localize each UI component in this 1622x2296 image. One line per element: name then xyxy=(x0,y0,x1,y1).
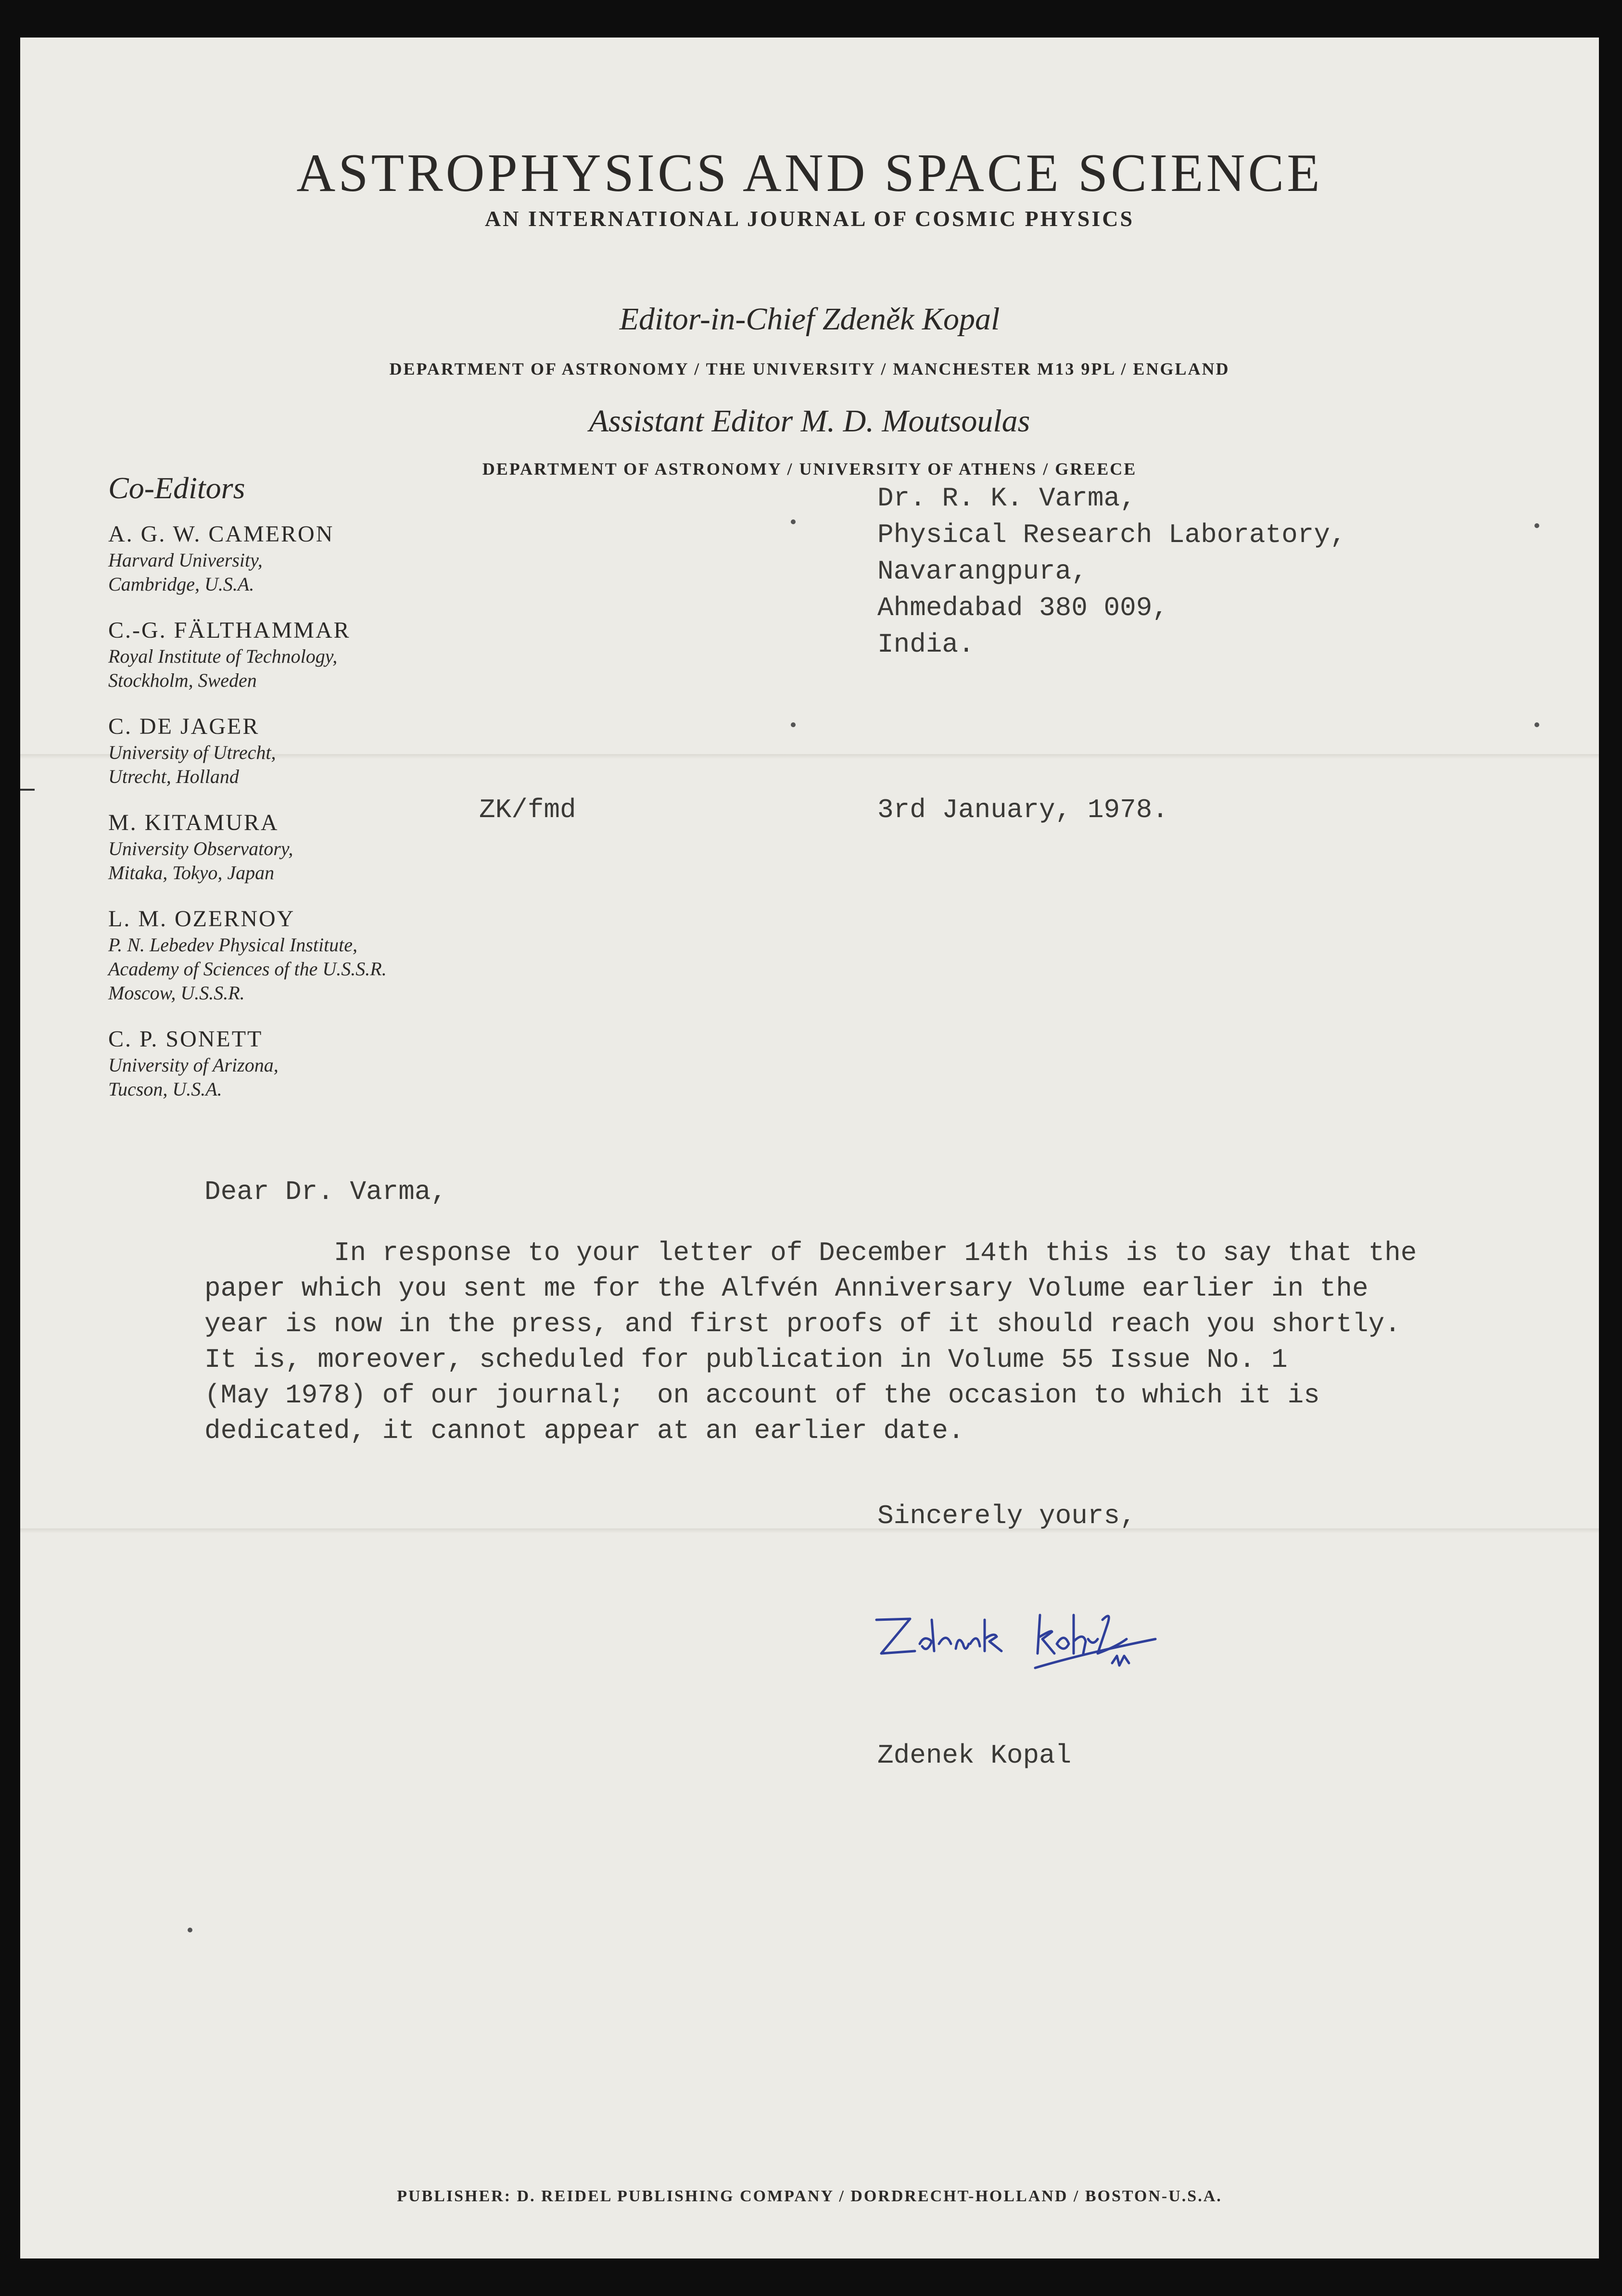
co-editor-name: C. DE JAGER xyxy=(108,714,260,739)
co-editor xyxy=(108,713,276,789)
salutation: Dear Dr. Varma, xyxy=(204,1176,447,1207)
margin-mark xyxy=(20,789,35,791)
handwritten-signature xyxy=(867,1591,1194,1687)
punch-dot xyxy=(1534,523,1539,528)
co-editor-affiliation: University of Utrecht, Utrecht, Holland xyxy=(108,742,276,787)
signatory-name: Zdenek Kopal xyxy=(877,1740,1072,1771)
co-editor-name: C.-G. FÄLTHAMMAR xyxy=(108,618,351,643)
reference-code: ZK/fmd xyxy=(479,795,576,825)
body-line: dedicated, it cannot appear at an earlier date. xyxy=(204,1415,964,1446)
address-line: Ahmedabad 380 009, xyxy=(877,593,1168,623)
editor-department: DEPARTMENT OF ASTRONOMY / THE UNIVERSITY / MANCHESTER M13 9PL / ENGLAND xyxy=(389,359,1230,378)
letter-sheet xyxy=(20,38,1599,2258)
co-editor xyxy=(108,520,334,596)
co-editor xyxy=(108,1025,279,1101)
body-line: It is, moreover, scheduled for publication in Volume 55 Issue No. 1 xyxy=(204,1344,1288,1375)
address-line: Navarangpura, xyxy=(877,556,1088,587)
punch-dot xyxy=(791,519,796,524)
address-line: India. xyxy=(877,629,975,660)
co-editor-name: L. M. OZERNOY xyxy=(108,906,295,932)
co-editor xyxy=(108,809,293,885)
co-editors-heading: Co-Editors xyxy=(108,471,245,505)
body-line: year is now in the press, and first proofs of it should reach you shortly. xyxy=(204,1309,1401,1339)
fold-line xyxy=(20,1528,1599,1533)
punch-dot xyxy=(791,722,796,727)
assistant-department: DEPARTMENT OF ASTRONOMY / UNIVERSITY OF ATHENS / GREECE xyxy=(482,459,1137,479)
editor-in-chief: Editor-in-Chief Zdeněk Kopal xyxy=(619,302,1000,337)
co-editor-affiliation: University of Arizona, Tucson, U.S.A. xyxy=(108,1054,279,1100)
recipient-address xyxy=(877,480,1346,663)
co-editor-affiliation: P. N. Lebedev Physical Institute, Academy of Sciences of the U.S.S.R. Moscow, U.S.S.R. xyxy=(108,934,387,1004)
co-editor-affiliation: Royal Institute of Technology, Stockholm, Sweden xyxy=(108,645,338,691)
journal-title: ASTROPHYSICS AND SPACE SCIENCE xyxy=(296,143,1323,203)
letter-body xyxy=(204,1235,1417,1449)
assistant-editor: Assistant Editor M. D. Moutsoulas xyxy=(589,404,1030,439)
co-editor-name: M. KITAMURA xyxy=(108,810,279,835)
co-editor-affiliation: Harvard University, Cambridge, U.S.A. xyxy=(108,549,263,595)
co-editor-affiliation: University Observatory, Mitaka, Tokyo, Japan xyxy=(108,838,293,883)
co-editor xyxy=(108,617,351,693)
body-line: paper which you sent me for the Alfvén Anniversary Volume earlier in the xyxy=(204,1273,1369,1304)
address-line: Dr. R. K. Varma, xyxy=(877,483,1136,514)
punch-dot xyxy=(1534,722,1539,727)
letter-date: 3rd January, 1978. xyxy=(877,795,1168,825)
co-editor-name: C. P. SONETT xyxy=(108,1026,263,1052)
journal-subtitle: AN INTERNATIONAL JOURNAL OF COSMIC PHYSICS xyxy=(484,206,1135,231)
co-editor xyxy=(108,905,387,1005)
body-line: (May 1978) of our journal; on account of the occasion to which it is xyxy=(204,1380,1320,1411)
closing: Sincerely yours, xyxy=(877,1501,1136,1531)
publisher-footer: PUBLISHER: D. REIDEL PUBLISHING COMPANY / DORDRECHT-HOLLAND / BOSTON-U.S.A. xyxy=(397,2187,1222,2205)
co-editor-name: A. G. W. CAMERON xyxy=(108,521,334,547)
body-line: In response to your letter of December 14th this is to say that the xyxy=(204,1237,1417,1268)
address-line: Physical Research Laboratory, xyxy=(877,519,1346,550)
punch-dot xyxy=(188,1928,192,1932)
